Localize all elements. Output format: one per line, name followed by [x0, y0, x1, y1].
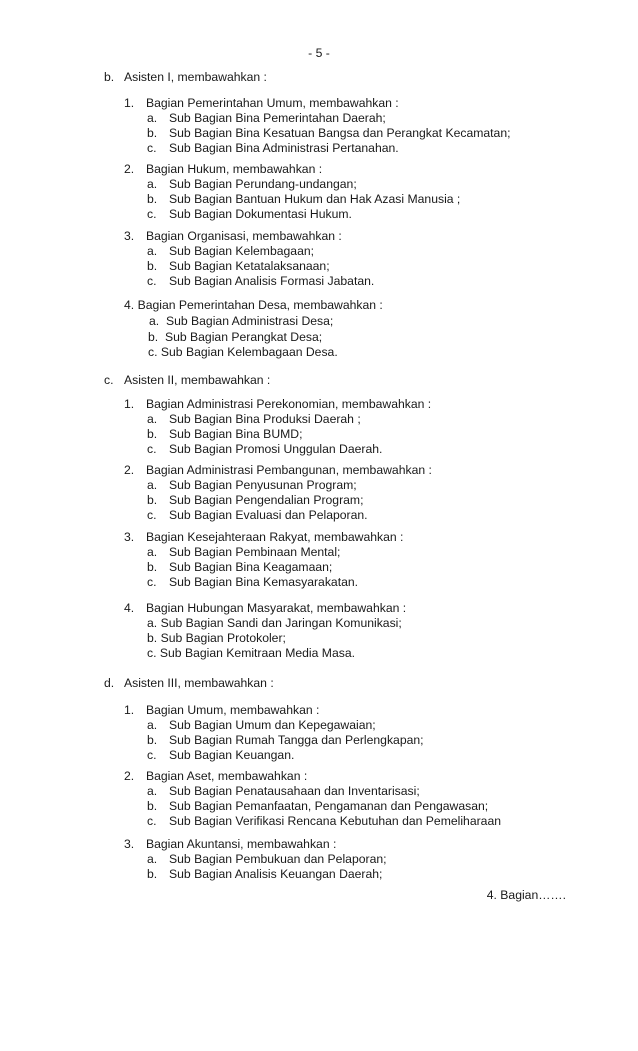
sub-bagian-item: c. Sub Bagian Dokumentasi Hukum.: [147, 207, 352, 221]
sub-bagian-item: b. Sub Bagian Rumah Tangga dan Perlengkapan;: [147, 733, 424, 747]
sub-bagian-item: b. Sub Bagian Bina Keagamaan;: [147, 560, 333, 574]
bagian-heading: 2. Bagian Hukum, membawahkan :: [124, 162, 323, 176]
bagian-heading: 4. Bagian Hubungan Masyarakat, membawahkan :: [124, 601, 407, 615]
sub-bagian-item: b. Sub Bagian Pengendalian Program;: [147, 493, 364, 507]
sub-bagian-item: c. Sub Bagian Verifikasi Rencana Kebutuhan dan Pemeliharaan: [147, 814, 502, 828]
sub-bagian-item: b. Sub Bagian Pemanfaatan, Pengamanan dan Pengawasan;: [147, 799, 489, 813]
sub-bagian-item: a. Sub Bagian Penatausahaan dan Inventarisasi;: [147, 784, 420, 798]
sub-bagian-item: a. Sub Bagian Pembukuan dan Pelaporan;: [147, 852, 387, 866]
section-heading: b. Asisten I, membawahkan :: [104, 70, 267, 84]
footer-continuation: 4. Bagian…….: [486, 888, 566, 902]
sub-bagian-item: b. Sub Bagian Ketatalaksanaan;: [147, 259, 330, 273]
sub-bagian-item: c. Sub Bagian Promosi Unggulan Daerah.: [147, 442, 383, 456]
bagian-heading: 3. Bagian Kesejahteraan Rakyat, membawahkan :: [124, 530, 404, 544]
sub-bagian-item: a. Sub Bagian Bina Pemerintahan Daerah;: [147, 111, 386, 125]
bagian-heading: 1. Bagian Pemerintahan Umum, membawahkan :: [124, 96, 399, 110]
sub-bagian-item: c. Sub Bagian Keuangan.: [147, 748, 295, 762]
sub-bagian-item: b. Sub Bagian Bantuan Hukum dan Hak Azasi Manusia ;: [147, 192, 461, 206]
sub-bagian-item: a. Sub Bagian Sandi dan Jaringan Komunikasi;: [147, 616, 402, 630]
sub-bagian-item: b. Sub Bagian Bina BUMD;: [147, 427, 303, 441]
section-heading: d. Asisten III, membawahkan :: [104, 676, 274, 690]
sub-bagian-item: c. Sub Bagian Analisis Formasi Jabatan.: [147, 274, 375, 288]
section-heading: c. Asisten II, membawahkan :: [104, 373, 271, 387]
bagian-heading: 1. Bagian Umum, membawahkan :: [124, 703, 320, 717]
bagian-heading: 1. Bagian Administrasi Perekonomian, membawahkan :: [124, 397, 432, 411]
sub-bagian-item: a. Sub Bagian Bina Produksi Daerah ;: [147, 412, 361, 426]
sub-bagian-item: c. Sub Bagian Kemitraan Media Masa.: [147, 646, 355, 660]
sub-bagian-item: c. Sub Bagian Bina Administrasi Pertanahan.: [147, 141, 399, 155]
sub-bagian-item: b. Sub Bagian Protokoler;: [147, 631, 286, 645]
sub-bagian-item: a. Sub Bagian Perundang-undangan;: [147, 177, 357, 191]
bagian-heading: 2. Bagian Aset, membawahkan :: [124, 769, 308, 783]
sub-bagian-item: a. Sub Bagian Pembinaan Mental;: [147, 545, 341, 559]
sub-bagian-item: a. Sub Bagian Penyusunan Program;: [147, 478, 357, 492]
sub-bagian-item: b. Sub Bagian Analisis Keuangan Daerah;: [147, 867, 383, 881]
sub-bagian-item: b. Sub Bagian Bina Kesatuan Bangsa dan Perangkat Kecamatan;: [147, 126, 511, 140]
bagian-heading: 2. Bagian Administrasi Pembangunan, membawahkan :: [124, 463, 432, 477]
sub-bagian-item: c. Sub Bagian Evaluasi dan Pelaporan.: [147, 508, 368, 522]
sub-bagian-item: a. Sub Bagian Administrasi Desa;: [149, 314, 334, 328]
sub-bagian-item: b. Sub Bagian Perangkat Desa;: [148, 330, 323, 344]
sub-bagian-item: c. Sub Bagian Kelembagaan Desa.: [148, 345, 338, 359]
page-number: - 5 -: [308, 46, 330, 60]
sub-bagian-item: c. Sub Bagian Bina Kemasyarakatan.: [147, 575, 359, 589]
bagian-heading: 3. Bagian Akuntansi, membawahkan :: [124, 837, 337, 851]
sub-bagian-item: a. Sub Bagian Umum dan Kepegawaian;: [147, 718, 376, 732]
sub-bagian-item: a. Sub Bagian Kelembagaan;: [147, 244, 315, 258]
bagian-heading: 4. Bagian Pemerintahan Desa, membawahkan :: [124, 298, 383, 312]
bagian-heading: 3. Bagian Organisasi, membawahkan :: [124, 229, 342, 243]
